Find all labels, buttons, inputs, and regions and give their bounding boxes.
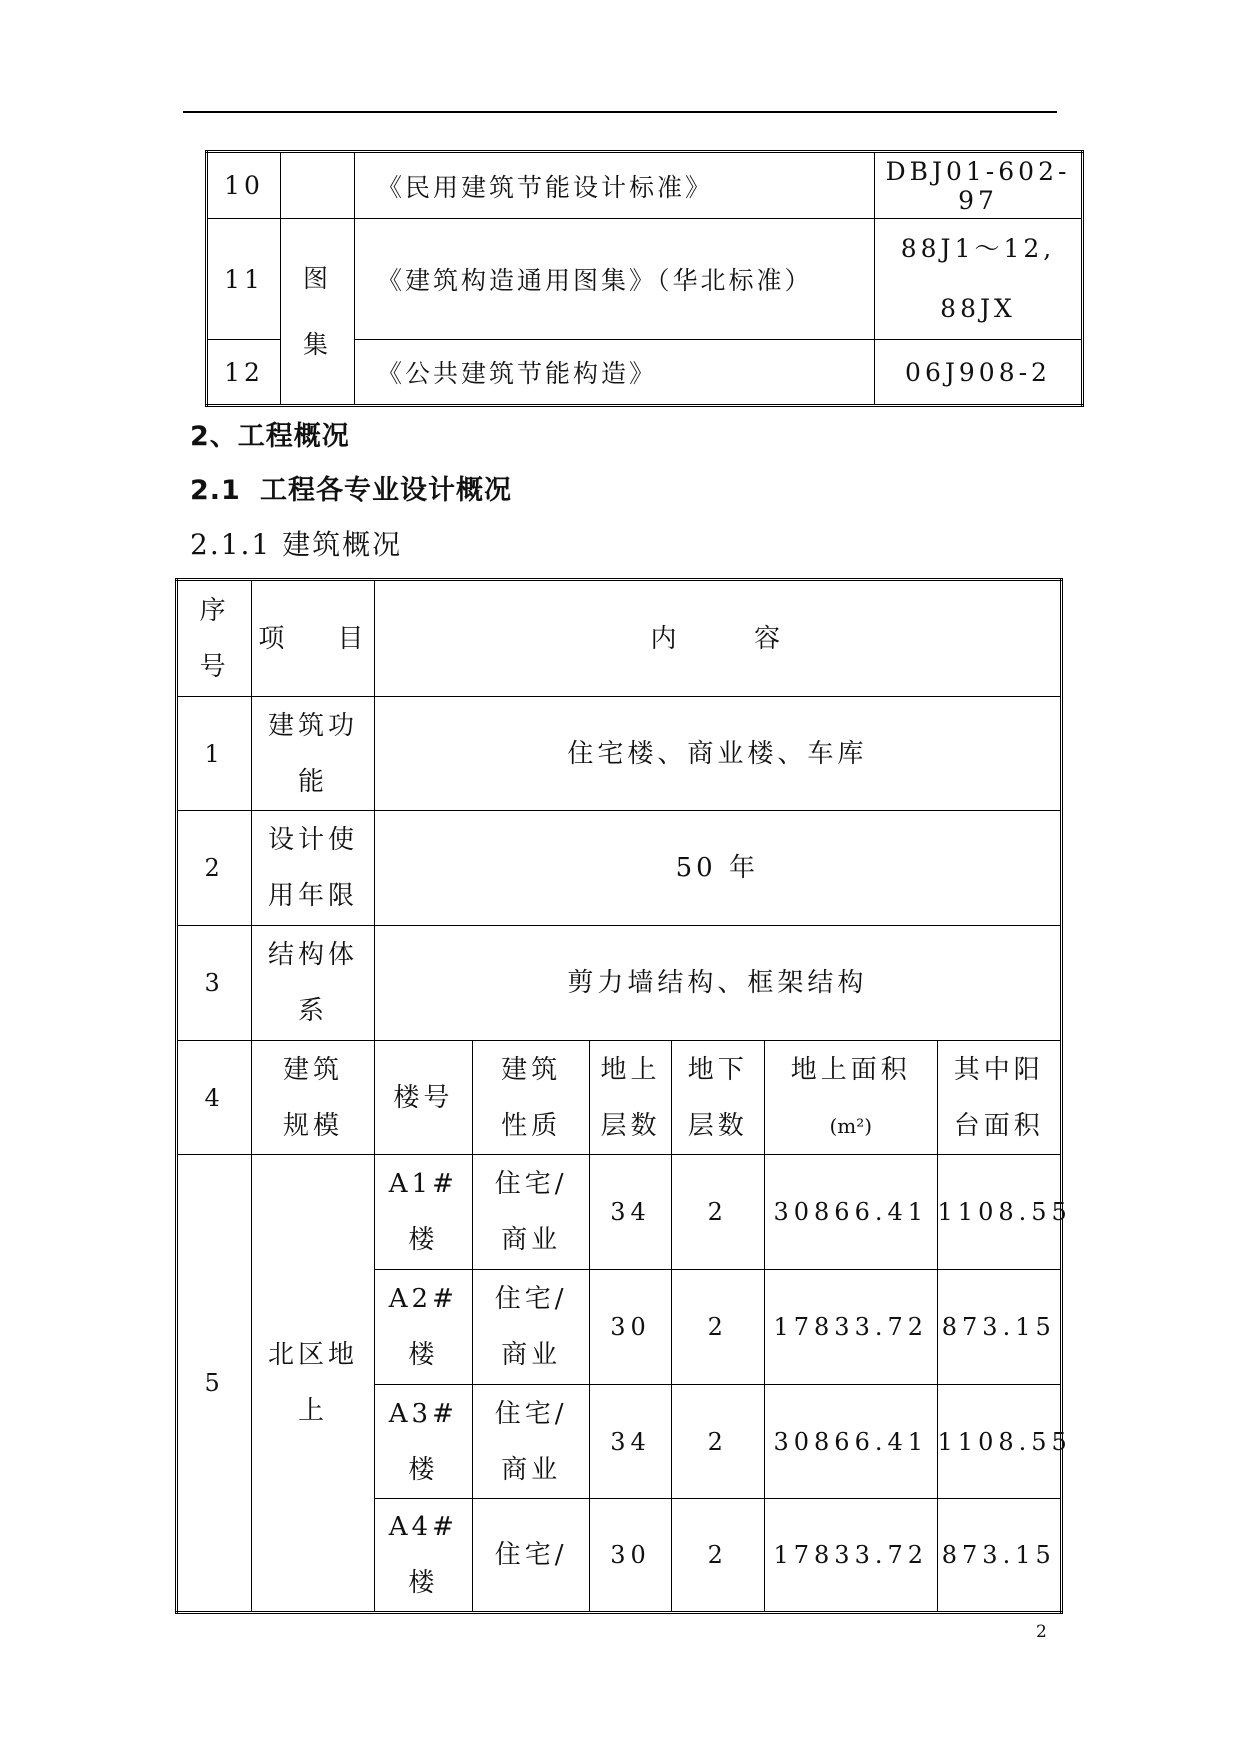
table-row <box>177 697 1062 811</box>
scale-balcony-line1: 其中阳 <box>953 1054 1044 1085</box>
building-nature-line1: 住宅/ <box>494 1398 568 1429</box>
table-row <box>177 811 1062 926</box>
scale-item-line1: 建筑 <box>282 1054 343 1085</box>
building-area: 17833.72 <box>764 1270 937 1385</box>
ref-code: 06J908-2 <box>875 340 1083 406</box>
scale-nature-header <box>472 1041 589 1155</box>
header-rule <box>183 111 1057 113</box>
scale-balcony-header <box>937 1041 1061 1155</box>
scale-building-header: 楼号 <box>374 1041 472 1155</box>
building-balcony-area: 873.15 <box>937 1499 1061 1613</box>
section-title: 工程概况 <box>237 421 350 452</box>
header-item: 项 目 <box>252 580 374 697</box>
building-nature-line2: 商业 <box>501 1454 562 1485</box>
scale-nature-line2: 性质 <box>501 1110 562 1141</box>
row-no: 4 <box>177 1041 252 1155</box>
header-no-line1: 序 <box>199 595 230 626</box>
scale-below-line2: 层数 <box>687 1110 748 1141</box>
building-nature: 住宅/ <box>472 1499 589 1613</box>
row-content: 剪力墙结构、框架结构 <box>374 926 1061 1041</box>
scale-area-header <box>764 1041 937 1155</box>
subsection-heading <box>190 468 512 507</box>
header-no <box>177 580 252 697</box>
ref-category-empty <box>281 152 355 219</box>
ref-no: 10 <box>207 152 281 219</box>
ref-code-line2: 88JX <box>940 294 1016 323</box>
building-above-floors: 34 <box>590 1155 671 1270</box>
building-below-floors: 2 <box>671 1499 764 1613</box>
header-no-line2: 号 <box>199 651 230 682</box>
row-item-line2: 能 <box>297 766 328 797</box>
row-item-line1: 设计使 <box>267 825 358 855</box>
building-above-floors: 34 <box>590 1385 671 1499</box>
row-no: 2 <box>177 811 252 926</box>
scale-below-header <box>671 1041 764 1155</box>
row-content: 50 年 <box>374 811 1061 926</box>
building-nature-line2: 商业 <box>501 1225 562 1255</box>
scale-below-line1: 地下 <box>687 1054 748 1085</box>
building-below-floors: 2 <box>671 1270 764 1385</box>
building-balcony-area: 873.15 <box>937 1270 1061 1385</box>
building-name: A3#楼 <box>374 1385 472 1499</box>
section-number: 2、 <box>190 421 238 452</box>
table-row <box>207 152 1083 219</box>
scale-above-line1: 地上 <box>600 1054 661 1085</box>
ref-category-line2: 集 <box>302 329 332 359</box>
row-content: 住宅楼、商业楼、车库 <box>374 697 1061 811</box>
row-item-line2: 系 <box>297 996 328 1026</box>
ref-no: 11 <box>207 219 281 340</box>
building-below-floors: 2 <box>671 1385 764 1499</box>
row-item-line1: 建筑功 <box>267 710 358 741</box>
building-above-floors: 30 <box>590 1270 671 1385</box>
ref-code-line1: 88J1～12, <box>900 234 1056 263</box>
ref-category <box>281 219 355 406</box>
row-no: 5 <box>177 1155 252 1613</box>
scale-area-line2: (m²) <box>829 1113 873 1138</box>
building-area: 30866.41 <box>764 1155 937 1270</box>
ref-title: 《民用建筑节能设计标准》 <box>355 152 875 219</box>
building-name: A1#楼 <box>374 1155 472 1270</box>
row-no: 1 <box>177 697 252 811</box>
subsubsection-heading: 2.1.1 建筑概况 <box>190 528 403 561</box>
reference-table <box>205 150 1084 407</box>
table-row <box>177 1155 1062 1270</box>
north-area <box>252 1155 374 1613</box>
table-row <box>177 1041 1062 1155</box>
ref-no: 12 <box>207 340 281 406</box>
ref-category-line1: 图 <box>302 263 332 293</box>
north-area-line1: 北区地 <box>267 1340 358 1370</box>
building-nature-line1: 住宅/ <box>494 1169 568 1199</box>
row-item <box>252 811 374 926</box>
building-nature-line2: 商业 <box>501 1340 562 1370</box>
building-balcony-area: 1108.55 <box>937 1385 1061 1499</box>
building-area: 17833.72 <box>764 1499 937 1613</box>
building-name: A2#楼 <box>374 1270 472 1385</box>
scale-above-line2: 层数 <box>600 1110 661 1141</box>
table-row <box>177 926 1062 1041</box>
building-name: A4#楼 <box>374 1499 472 1613</box>
ref-code <box>875 219 1083 340</box>
building-overview-table <box>175 578 1072 1614</box>
subsection-title: 工程各专业设计概况 <box>260 475 512 506</box>
section-heading <box>190 414 350 453</box>
building-above-floors: 30 <box>590 1499 671 1613</box>
building-nature <box>472 1270 589 1385</box>
row-item-line1: 结构体 <box>267 940 358 970</box>
scale-item <box>252 1041 374 1155</box>
scale-nature-line1: 建筑 <box>501 1054 562 1085</box>
building-below-floors: 2 <box>671 1155 764 1270</box>
scale-area-line1: 地上面积 <box>790 1054 911 1085</box>
row-item <box>252 697 374 811</box>
page-number: 2 <box>1036 1622 1047 1642</box>
building-balcony-area: 1108.55 <box>937 1155 1061 1270</box>
scale-item-line2: 规模 <box>282 1110 343 1141</box>
ref-title: 《公共建筑节能构造》 <box>355 340 875 406</box>
ref-title: 《建筑构造通用图集》（华北标准） <box>355 219 875 340</box>
building-area: 30866.41 <box>764 1385 937 1499</box>
row-no: 3 <box>177 926 252 1041</box>
table-row <box>207 219 1083 340</box>
building-nature <box>472 1385 589 1499</box>
header-content: 内 容 <box>374 580 1061 697</box>
row-item-line2: 用年限 <box>267 881 358 911</box>
building-nature <box>472 1155 589 1270</box>
table-header-row <box>177 580 1062 697</box>
row-item <box>252 926 374 1041</box>
scale-balcony-line2: 台面积 <box>953 1110 1044 1141</box>
north-area-line2: 上 <box>297 1396 328 1426</box>
subsection-number: 2.1 <box>190 475 241 506</box>
scale-above-header <box>590 1041 671 1155</box>
ref-code: DBJ01-602-97 <box>875 152 1083 219</box>
building-nature-line1: 住宅/ <box>494 1284 568 1314</box>
